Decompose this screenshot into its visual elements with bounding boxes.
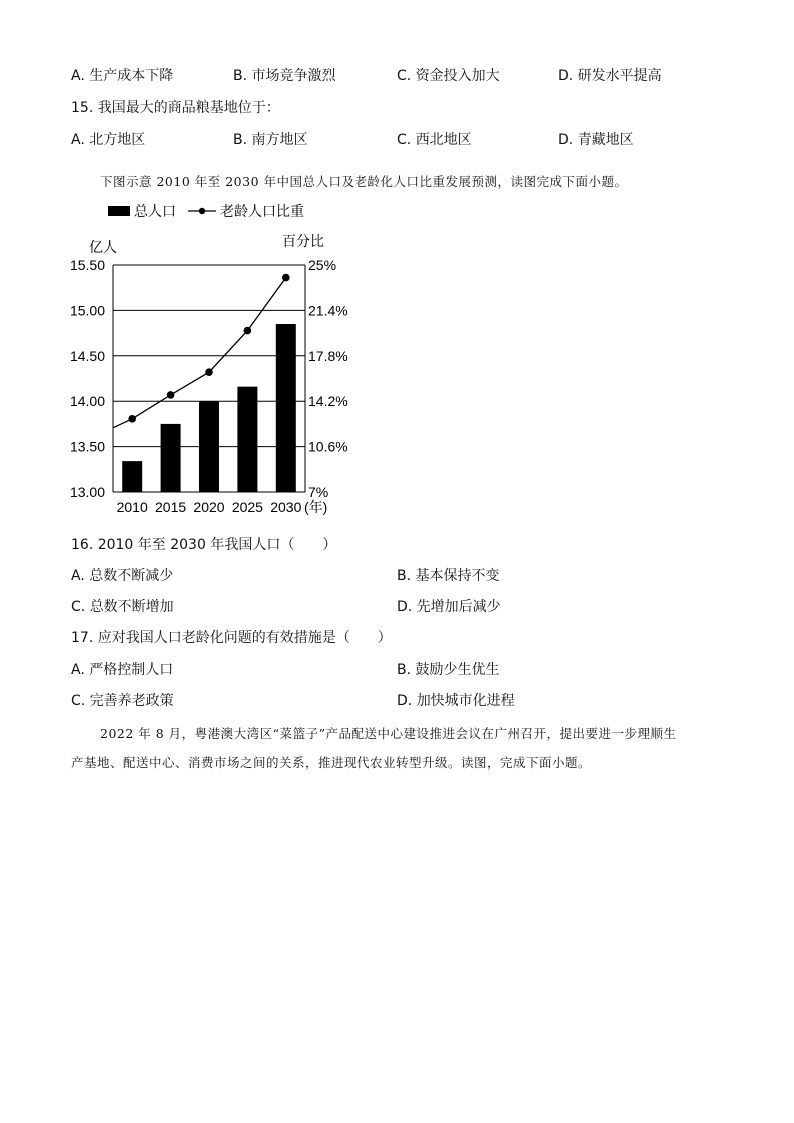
left-tick-label: 15.50 (69, 257, 105, 273)
right-tick-label: 21.4% (308, 302, 348, 319)
legend-line-marker (199, 208, 205, 214)
right-tick-label: 17.8% (308, 347, 348, 364)
q16-option-a[interactable]: A. 总数不断减少 (71, 568, 174, 584)
x-tick-label: 2020 (193, 499, 225, 515)
q17-option-c[interactable]: C. 完善养老政策 (71, 693, 174, 709)
aging-point-2025 (244, 327, 252, 335)
bar-2015 (161, 424, 181, 492)
left-tick-label: 14.50 (69, 347, 105, 364)
q15-option-c[interactable]: C. 西北地区 (397, 132, 472, 148)
intro-2-line-1: 2022 年 8 月，粤港澳大湾区“菜篮子”产品配送中心建设推进会议在广州召开，提出要进一步理顺生 (100, 726, 677, 741)
aging-point-2015 (167, 391, 175, 399)
left-tick-label: 13.00 (69, 484, 105, 500)
q17-option-a[interactable]: A. 严格控制人口 (71, 662, 174, 678)
aging-point-2010 (128, 415, 136, 423)
q15-option-b[interactable]: B. 南方地区 (233, 132, 308, 148)
q14-option-c[interactable]: C. 资金投入加大 (397, 68, 500, 84)
q16-stem: 16. 2010 年至 2030 年我国人口（ ） (71, 537, 337, 553)
bar-2025 (237, 387, 257, 492)
q15-option-d[interactable]: D. 青藏地区 (558, 132, 634, 148)
x-tick-label: 2025 (231, 499, 263, 515)
q16-option-c[interactable]: C. 总数不断增加 (71, 599, 174, 615)
right-axis-ticks (308, 257, 348, 500)
right-tick-label: 10.6% (308, 438, 348, 455)
chart-legend (108, 203, 304, 219)
left-tick-label: 13.50 (69, 438, 105, 455)
q14-option-d[interactable]: D. 研发水平提高 (558, 68, 662, 84)
x-tick-label: 2030 (270, 499, 302, 515)
right-axis-label: 百分比 (282, 233, 324, 249)
x-tick-label: 2015 (155, 499, 187, 515)
x-axis-unit: (年) (304, 499, 328, 515)
legend-bar-label: 总人口 (134, 203, 176, 219)
chart-bars (122, 324, 296, 492)
q16-option-b[interactable]: B. 基本保持不变 (397, 568, 500, 584)
aging-point-2030 (282, 274, 290, 282)
q14-option-a[interactable]: A. 生产成本下降 (71, 68, 174, 84)
q16-option-d[interactable]: D. 先增加后减少 (397, 599, 501, 615)
population-chart (69, 196, 370, 526)
chart-intro-text: 下图示意 2010 年至 2030 年中国总人口及老龄化人口比重发展预测，读图完成下面小题。 (100, 174, 628, 189)
q17-option-b[interactable]: B. 鼓励少生优生 (397, 662, 500, 678)
legend-bar-swatch (108, 206, 130, 216)
x-axis-ticks (117, 499, 328, 515)
q15-option-a[interactable]: A. 北方地区 (71, 132, 146, 148)
intro-2-line-2: 产基地、配送中心、消费市场之间的关系，推进现代农业转型升级。读图，完成下面小题。 (71, 755, 592, 770)
left-axis-label: 亿人 (89, 239, 117, 255)
right-tick-label: 7% (308, 484, 329, 500)
left-tick-label: 14.00 (69, 393, 105, 410)
aging-point-2020 (205, 368, 213, 376)
x-tick-label: 2010 (116, 499, 148, 515)
bar-2010 (122, 461, 142, 492)
q17-option-d[interactable]: D. 加快城市化进程 (397, 693, 515, 709)
left-axis-ticks (70, 257, 105, 500)
left-tick-label: 15.00 (69, 302, 105, 319)
bar-2020 (199, 401, 219, 492)
right-tick-label: 14.2% (308, 393, 348, 410)
q14-option-b[interactable]: B. 市场竞争激烈 (233, 68, 336, 84)
q17-stem: 17. 应对我国人口老龄化问题的有效措施是（ ） (71, 630, 392, 646)
bar-2030 (276, 324, 296, 492)
legend-line-label: 老龄人口比重 (220, 203, 304, 219)
right-tick-label: 25% (308, 257, 337, 273)
q15-stem: 15. 我国最大的商品粮基地位于： (71, 100, 280, 116)
